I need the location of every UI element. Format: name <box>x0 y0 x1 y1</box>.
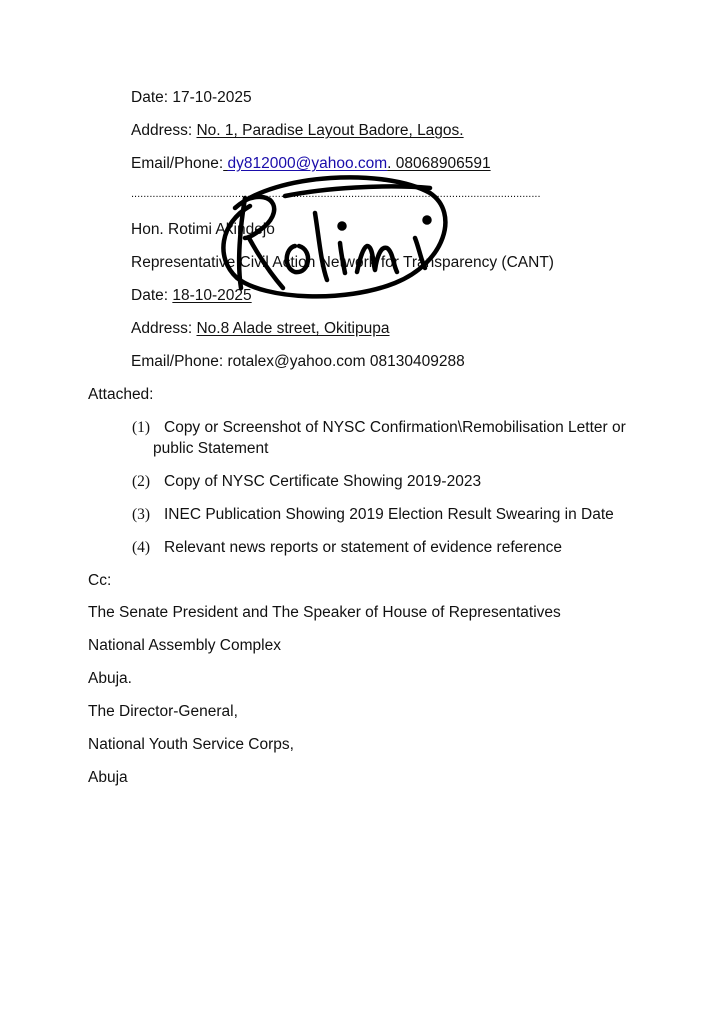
recipient-name: Hon. Rotimi Akindejo <box>131 221 275 238</box>
attached-item-2 <box>132 472 481 492</box>
cc-line: Abuja <box>88 769 128 786</box>
attached-item-number: (3) <box>132 506 151 523</box>
separator-dots: ...................................................................................................................................... <box>131 188 541 200</box>
sender-address-value: No. 1, Paradise Layout Badore, Lagos. <box>196 122 464 139</box>
recipient-address-label: Address: <box>131 320 197 337</box>
attached-item-text: INEC Publication Showing 2019 Election Result Swearing in Date <box>164 506 614 523</box>
sender-date-label: Date: <box>131 89 173 106</box>
attached-item-text: Copy or Screenshot of NYSC Confirmation\Remobilisation Letter or <box>164 419 626 436</box>
cc-heading: Cc: <box>88 572 112 589</box>
sender-email-link[interactable]: dy812000@yahoo.com <box>227 155 388 172</box>
recipient-email-phone: Email/Phone: rotalex@yahoo.com 08130409288 <box>131 353 465 370</box>
sender-date <box>131 88 252 108</box>
attached-heading: Attached: <box>88 386 154 403</box>
recipient-title: Representative Civil Action Network for Transparency (CANT) <box>131 254 554 271</box>
attached-item-4 <box>132 538 562 558</box>
recipient-date-value: 18-10-2025 <box>172 287 252 304</box>
attached-item-1 <box>132 418 626 438</box>
recipient-date-label: Date: <box>131 287 173 304</box>
sender-date-value: 17-10-2025 <box>172 89 252 106</box>
sender-phone: . 08068906591 <box>387 155 491 172</box>
attached-item-1-continued: public Statement <box>153 440 269 457</box>
attached-item-number: (1) <box>132 419 151 436</box>
sender-address-label: Address: <box>131 122 197 139</box>
sender-address <box>131 121 464 141</box>
cc-line: The Senate President and The Speaker of House of Representatives <box>88 604 561 621</box>
cc-line: National Assembly Complex <box>88 637 281 654</box>
cc-line: The Director-General, <box>88 703 238 720</box>
cc-line: National Youth Service Corps, <box>88 736 294 753</box>
attached-item-3 <box>132 505 614 525</box>
sender-email-phone-label: Email/Phone: <box>131 155 224 172</box>
attached-item-number: (2) <box>132 473 151 490</box>
attached-item-text: Relevant news reports or statement of evidence reference <box>164 539 563 556</box>
cc-line: Abuja. <box>88 670 132 687</box>
attached-item-number: (4) <box>132 539 151 556</box>
recipient-address <box>131 319 390 339</box>
attached-item-text: Copy of NYSC Certificate Showing 2019-2023 <box>164 473 482 490</box>
recipient-address-value: No.8 Alade street, Okitipupa <box>196 320 390 337</box>
signature-scribble <box>215 168 455 308</box>
